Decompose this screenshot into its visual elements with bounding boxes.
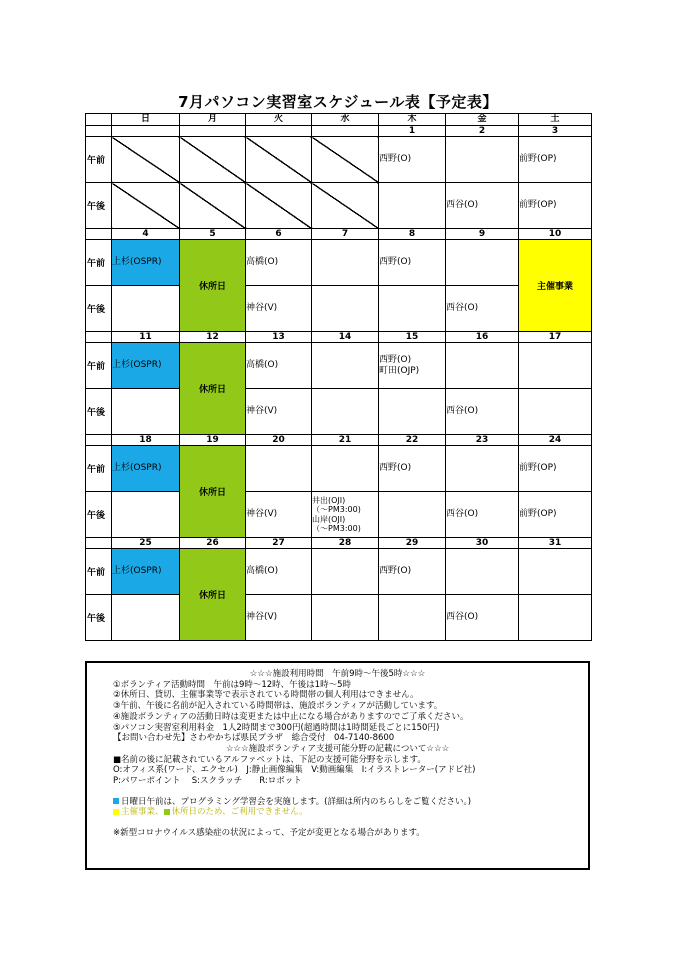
note-line: ■名前の後に記載されているアルファベットは、下記の支援可能分野を示します。 — [113, 754, 426, 765]
date-cell: 20 — [246, 435, 312, 446]
date-cell: 4 — [112, 229, 180, 240]
volunteer-entry: 神谷(V) — [246, 492, 312, 538]
schedule-cell — [312, 286, 379, 332]
date-cell: 10 — [519, 229, 592, 240]
volunteer-entry: 前野(OP) — [519, 446, 592, 492]
weekday-mon: 月 — [180, 114, 246, 126]
schedule-cell — [112, 389, 180, 435]
covid-notice: ※新型コロナウイルス感染症の状況によって、予定が変更となる場合があります。 — [113, 828, 425, 839]
week1-pm-row — [86, 183, 592, 229]
note-line: ④施設ボランティアの活動日時は変更または中止になる場合がありますのでご了承ください。 — [113, 711, 469, 722]
schedule-cell — [519, 595, 592, 641]
am-label: 午前 — [86, 549, 112, 595]
programming-session-entry: 上杉(OSPR) — [112, 446, 180, 492]
date-cell: 30 — [446, 538, 519, 549]
date-cell: 17 — [519, 332, 592, 343]
date-cell — [180, 126, 246, 137]
date-cell — [312, 126, 379, 137]
schedule-cell — [112, 492, 180, 538]
date-cell: 6 — [246, 229, 312, 240]
week2-date-row — [86, 229, 592, 240]
volunteer-entry-group — [312, 492, 379, 538]
schedule-cell — [112, 595, 180, 641]
schedule-cell — [519, 549, 592, 595]
date-cell: 29 — [379, 538, 446, 549]
volunteer-entry: 町田(OJP) — [379, 365, 420, 376]
weekday-fri: 金 — [446, 114, 519, 126]
date-cell: 25 — [112, 538, 180, 549]
empty-cell-slash — [312, 183, 379, 229]
volunteer-entry: 神谷(V) — [246, 389, 312, 435]
week1-am-row — [86, 137, 592, 183]
week5-am-row — [86, 549, 592, 595]
volunteer-entry: 西野(O) — [379, 446, 446, 492]
date-cell: 19 — [180, 435, 246, 446]
volunteer-entry: 神谷(V) — [246, 286, 312, 332]
date-cell: 11 — [112, 332, 180, 343]
date-cell: 24 — [519, 435, 592, 446]
week3-pm-row — [86, 389, 592, 435]
date-cell: 26 — [180, 538, 246, 549]
schedule-cell — [519, 343, 592, 389]
note-line: P:パワーポイント S:スクラッチ R:ロボット — [113, 776, 302, 787]
blue-square-icon — [113, 798, 119, 804]
schedule-cell — [379, 595, 446, 641]
schedule-cell — [379, 286, 446, 332]
date-cell: 1 — [379, 126, 446, 137]
date-cell: 8 — [379, 229, 446, 240]
empty-cell-slash — [112, 183, 180, 229]
week1-date-row — [86, 126, 592, 137]
schedule-cell — [312, 446, 379, 492]
empty-cell-slash — [246, 183, 312, 229]
empty-cell-slash — [246, 137, 312, 183]
pm-label: 午後 — [86, 286, 112, 332]
legend-line-blue: 日曜日午前は、プログラミング学習会を実施します。(詳細は所内のちらしをご覧ください。) — [113, 797, 588, 808]
note-line: ⑤パソコン実習室利用料金 1人2時間まで300円(超過時間は1時間延長ごとに150円) — [113, 722, 440, 733]
date-cell: 16 — [446, 332, 519, 343]
week2-am-row — [86, 240, 592, 286]
weekday-sat: 土 — [519, 114, 592, 126]
date-cell: 21 — [312, 435, 379, 446]
date-cell: 7 — [312, 229, 379, 240]
volunteer-entry: 西谷(O) — [446, 183, 519, 229]
volunteer-entry: 西谷(O) — [446, 595, 519, 641]
date-cell: 13 — [246, 332, 312, 343]
week3-date-row — [86, 332, 592, 343]
date-cell: 14 — [312, 332, 379, 343]
date-cell: 12 — [180, 332, 246, 343]
pm-label: 午後 — [86, 389, 112, 435]
schedule-cell — [379, 492, 446, 538]
schedule-cell — [312, 389, 379, 435]
schedule-cell — [446, 240, 519, 286]
volunteer-entry: 高橋(O) — [246, 549, 312, 595]
closed-day-cell: 休所日 — [180, 240, 246, 332]
schedule-table — [85, 113, 592, 641]
date-cell: 5 — [180, 229, 246, 240]
date-cell: 28 — [312, 538, 379, 549]
empty-cell-slash — [180, 137, 246, 183]
weekday-sun: 日 — [112, 114, 180, 126]
volunteer-entry: 西野(O) — [379, 137, 446, 183]
am-label: 午前 — [86, 446, 112, 492]
week4-date-row — [86, 435, 592, 446]
week4-pm-row — [86, 492, 592, 538]
am-label: 午前 — [86, 343, 112, 389]
date-cell: 3 — [519, 126, 592, 137]
weekday-header-row — [86, 114, 592, 126]
volunteer-entry-pair — [379, 343, 446, 389]
note-line: ③午前、午後に名前が記入されている時間帯は、施設ボランティアが活動しています。 — [113, 701, 443, 712]
programming-session-entry: 上杉(OSPR) — [112, 343, 180, 389]
date-cell: 9 — [446, 229, 519, 240]
empty-cell-slash — [112, 137, 180, 183]
schedule-cell — [246, 446, 312, 492]
pm-label: 午後 — [86, 595, 112, 641]
programming-session-entry: 上杉(OSPR) — [112, 549, 180, 595]
am-label: 午前 — [86, 137, 112, 183]
closed-day-cell: 休所日 — [180, 343, 246, 435]
closed-day-cell: 休所日 — [180, 549, 246, 641]
volunteer-entry: 高橋(O) — [246, 343, 312, 389]
event-cell: 主催事業 — [519, 240, 592, 332]
volunteer-entry: 西野(O) — [379, 240, 446, 286]
volunteer-time-note: （～PM3:00) — [312, 524, 361, 533]
hours-heading: ☆☆☆施設利用時間 午前9時～午後5時☆☆☆ — [249, 669, 426, 679]
green-square-icon — [164, 809, 170, 815]
am-label: 午前 — [86, 240, 112, 286]
volunteer-entry: 高橋(O) — [246, 240, 312, 286]
schedule-cell — [379, 183, 446, 229]
volunteer-entry: 前野(OP) — [519, 183, 592, 229]
date-cell: 23 — [446, 435, 519, 446]
date-cell — [112, 126, 180, 137]
schedule-cell — [519, 389, 592, 435]
week4-am-row — [86, 446, 592, 492]
page-title: 7月パソコン実習室スケジュール表【予定表】 — [178, 93, 498, 111]
volunteer-entry: 神谷(V) — [246, 595, 312, 641]
date-cell: 27 — [246, 538, 312, 549]
note-line: ①ボランティア活動時間 午前は9時～12時、午後は1時～5時 — [113, 679, 351, 690]
weekday-tue: 火 — [246, 114, 312, 126]
empty-cell-slash — [312, 137, 379, 183]
date-cell: 22 — [379, 435, 446, 446]
programming-session-entry: 上杉(OSPR) — [112, 240, 180, 286]
yellow-square-icon — [113, 809, 119, 815]
schedule-cell — [446, 446, 519, 492]
pm-label: 午後 — [86, 492, 112, 538]
empty-cell-slash — [180, 183, 246, 229]
volunteer-entry: 西野(O) — [379, 354, 412, 365]
schedule-cell — [312, 549, 379, 595]
notes-box — [85, 661, 590, 870]
volunteer-entry: 井出(OJI) — [312, 495, 346, 505]
date-cell — [246, 126, 312, 137]
volunteer-entry: 前野(OP) — [519, 137, 592, 183]
schedule-cell — [312, 240, 379, 286]
volunteer-entry: 西谷(O) — [446, 389, 519, 435]
legend-line-yellow-green: 主催事業、 休所日のため、ご利用できません。 — [113, 807, 588, 818]
schedule-cell — [312, 595, 379, 641]
volunteer-entry: 西野(O) — [379, 549, 446, 595]
week2-pm-row — [86, 286, 592, 332]
weekday-wed: 水 — [312, 114, 379, 126]
pm-label: 午後 — [86, 183, 112, 229]
schedule-cell — [312, 343, 379, 389]
schedule-cell — [446, 343, 519, 389]
closed-day-cell: 休所日 — [180, 446, 246, 538]
week5-date-row — [86, 538, 592, 549]
volunteer-entry: 西谷(O) — [446, 286, 519, 332]
support-heading: ☆☆☆施設ボランティア支援可能分野の記載について☆☆☆ — [225, 743, 450, 754]
date-cell: 2 — [446, 126, 519, 137]
schedule-cell — [446, 137, 519, 183]
schedule-cell — [379, 389, 446, 435]
volunteer-entry: 西谷(O) — [446, 492, 519, 538]
date-cell: 15 — [379, 332, 446, 343]
week5-pm-row — [86, 595, 592, 641]
volunteer-entry: 前野(OP) — [519, 492, 592, 538]
contact-line: 【お問い合わせ先】さわやかちば県民プラザ 総合受付 04-7140-8600 — [113, 733, 395, 744]
note-line: O:オフィス系(ワード、エクセル) J:静止画像編集 V:動画編集 I:イラストレーター(アドビ社) — [113, 765, 476, 776]
volunteer-time-note: （～PM3:00) — [312, 505, 361, 514]
schedule-cell — [446, 549, 519, 595]
schedule-cell — [112, 286, 180, 332]
week3-am-row — [86, 343, 592, 389]
date-cell: 31 — [519, 538, 592, 549]
volunteer-entry: 山岸(OJI) — [312, 514, 346, 524]
weekday-thu: 木 — [379, 114, 446, 126]
date-cell: 18 — [112, 435, 180, 446]
note-line: ②休所日、貸切、主催事業等で表示されている時間帯の個人利用はできません。 — [113, 690, 419, 701]
